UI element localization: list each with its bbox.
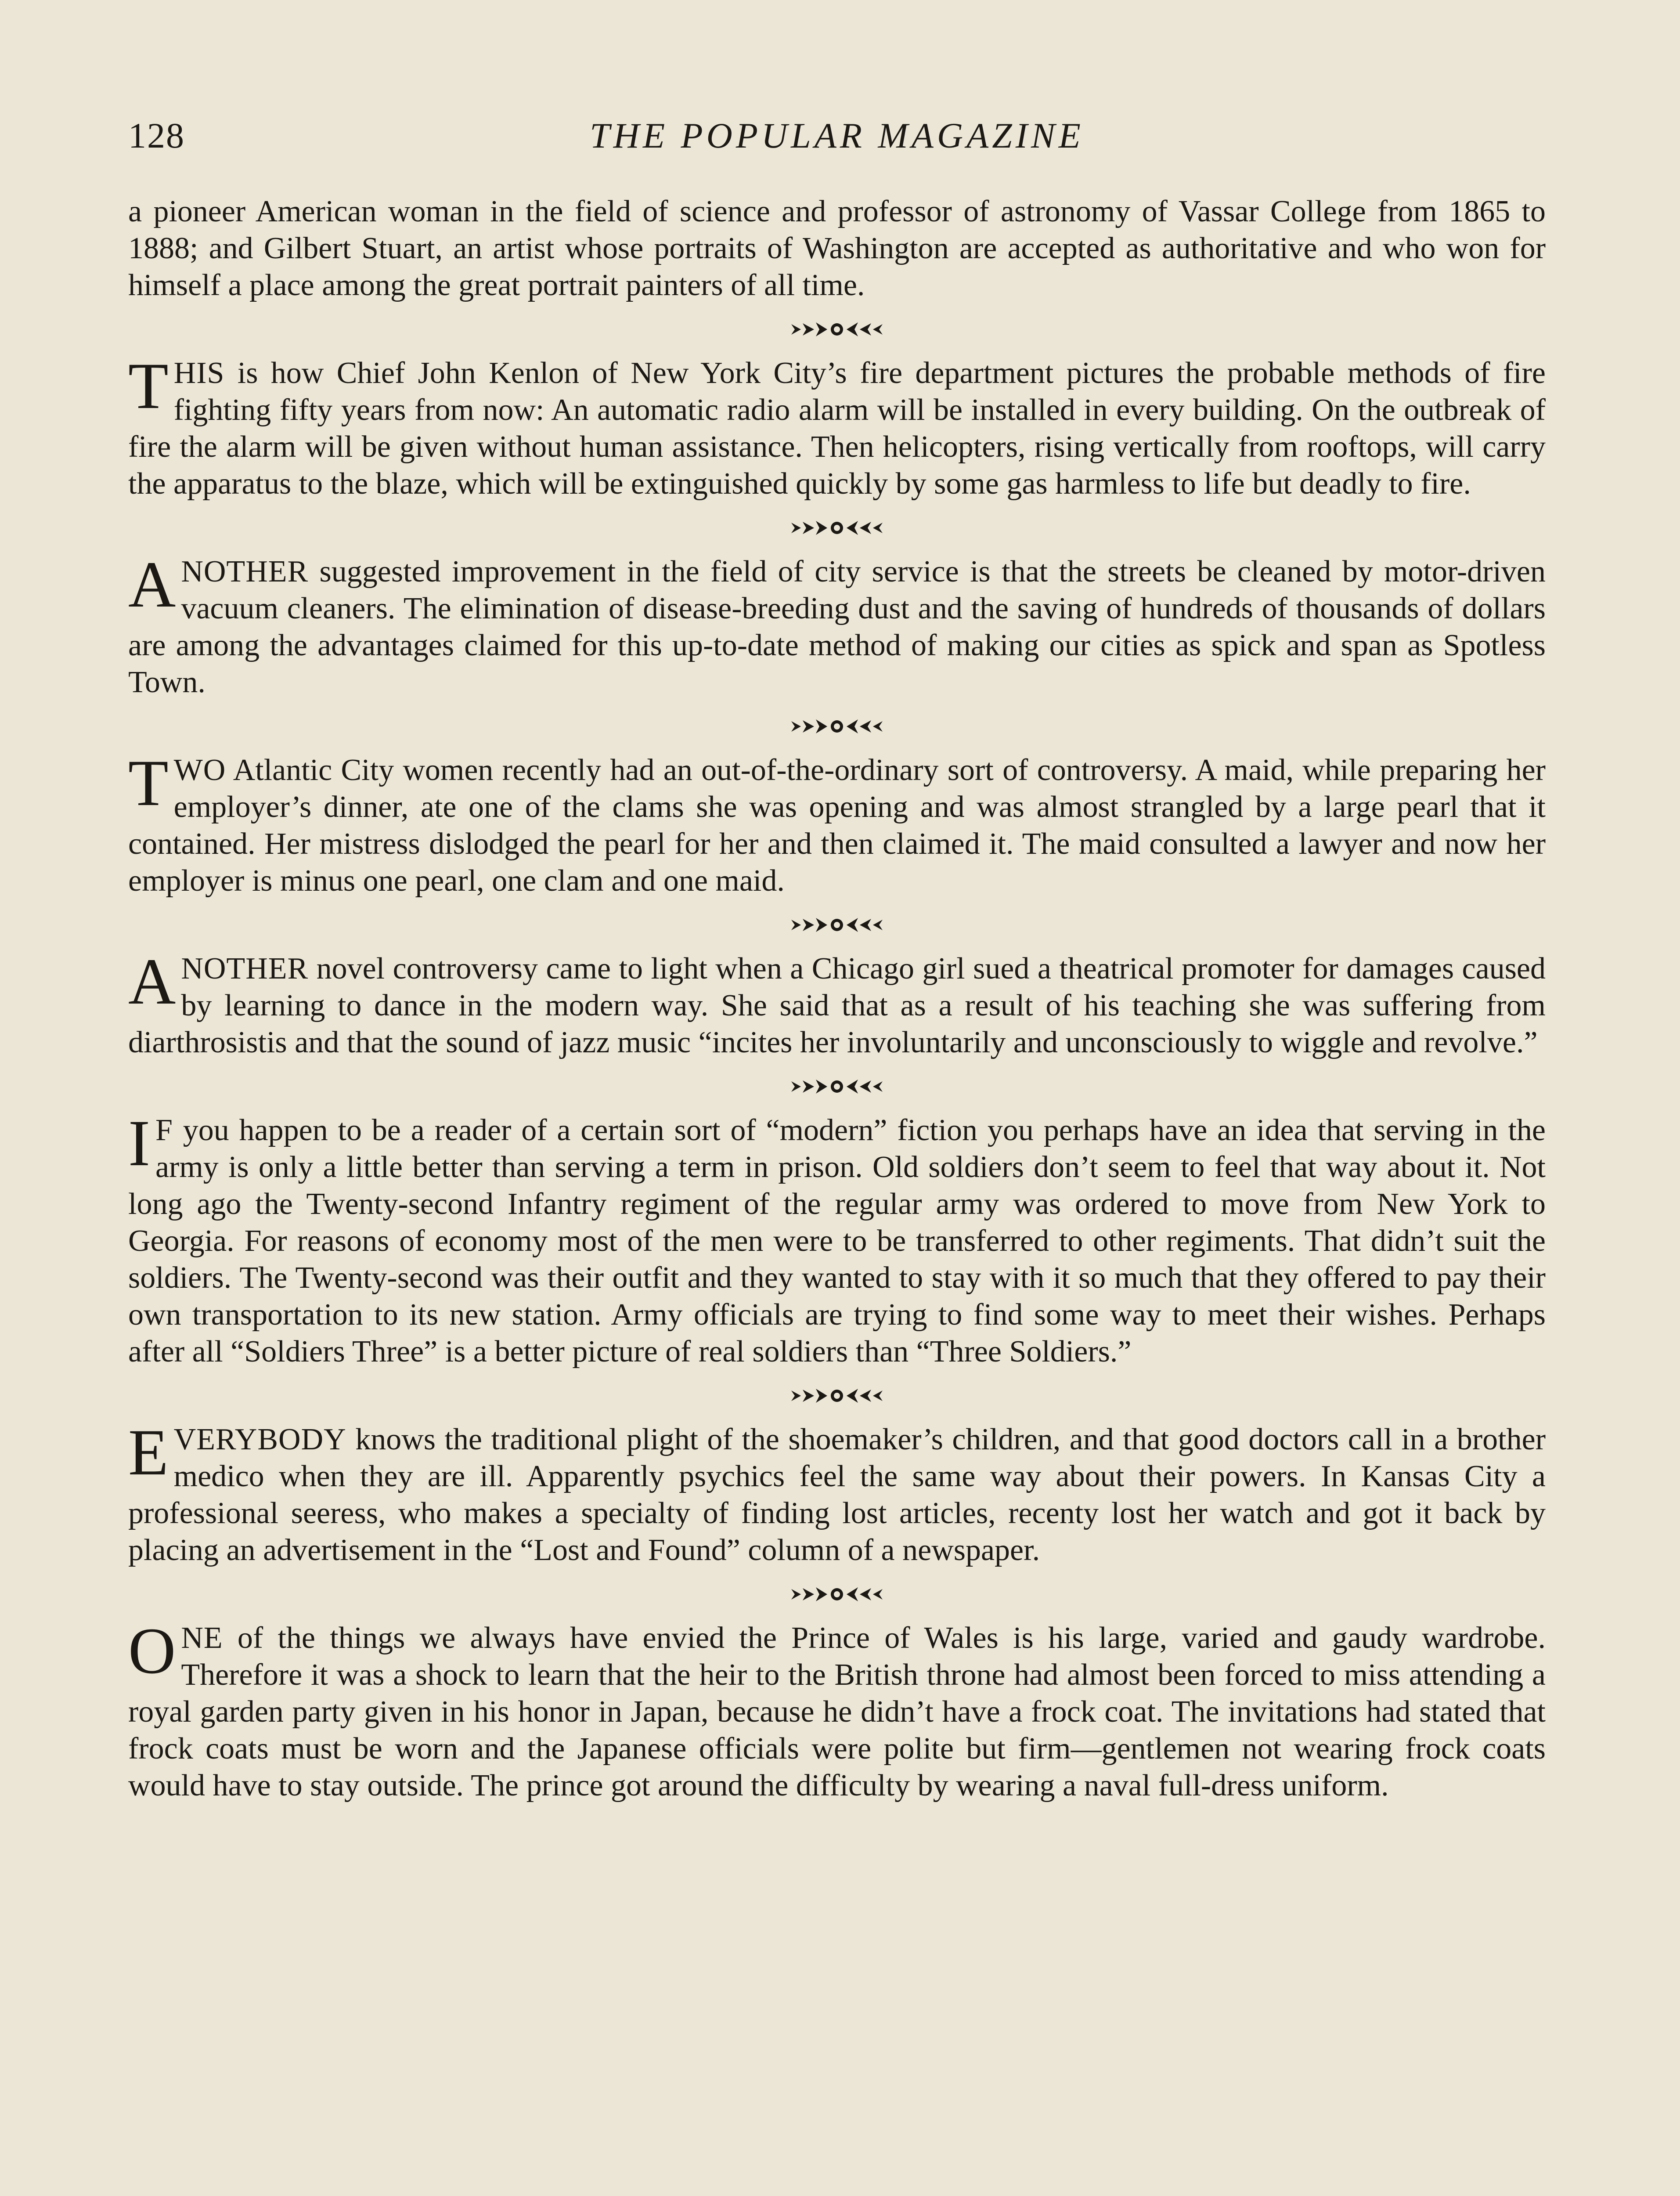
lead-word: HIS (173, 356, 225, 390)
news-item-text (128, 1107, 1546, 1370)
section-divider-ornament-icon (128, 899, 1546, 950)
news-item (128, 747, 1546, 899)
section-divider-ornament-icon (128, 304, 1546, 355)
lead-word: NE (181, 1621, 223, 1655)
drop-cap: I (128, 1107, 150, 1180)
continued-paragraph (128, 193, 1546, 304)
drop-cap: E (128, 1416, 169, 1489)
item-body: knows the traditional plight of the shoemaker’s children, and that good doctors call in a brother medico when they are ill. Apparently psychics feel the same way about their powers. In Kansas City a professional seeress, who makes a specialty of finding lost articles, recenty lost her watch and got it back by placing an advertisement in the “Lost and Found” column of a newspaper. (128, 1423, 1546, 1567)
drop-cap: A (128, 945, 176, 1018)
section-divider-ornament-icon (128, 1569, 1546, 1620)
article-body (128, 193, 1546, 1804)
lead-word: NOTHER (181, 555, 309, 589)
item-body: of the things we always have envied the Prince of Wales is his large, varied and gaudy wardrobe. Therefore it was a shock to learn that the heir to the British throne had almost been forced to miss attending a royal garden party given in his honor in Japan, because he didn’t have a frock coat. The invitations had stated that frock coats must be worn and the Japanese officials were polite but firm—gentlemen not wearing frock coats would have to stay outside. The prince got around the difficulty by wearing a naval full-dress uniform. (128, 1621, 1546, 1802)
section-divider-ornament-icon (128, 1370, 1546, 1421)
item-body: you happen to be a reader of a certain sort of “modern” fiction you perhaps have an idea that serving in the army is only a little better than serving a term in prison. Old soldiers don’t seem to feel that way about it. Not long ago the Twenty-second Infantry regiment of the regular army was ordered to move from New York to Georgia. For reasons of economy most of the men were to be transferred to other regiments. That didn’t suit the soldiers. The Twenty-second was their outfit and they wanted to stay with it so much that they offered to pay their own transportation to its new station. Army officials are trying to find some way to meet their wishes. Perhaps after all “Soldiers Three” is a better picture of real soldiers than “Three Soldiers.” (128, 1113, 1546, 1369)
section-divider-ornament-icon (128, 701, 1546, 752)
section-divider-ornament-icon (128, 502, 1546, 553)
drop-cap: T (128, 747, 169, 820)
drop-cap: A (128, 548, 176, 621)
news-item (128, 1614, 1546, 1804)
news-item-text (128, 350, 1546, 502)
item-body: suggested improvement in the field of city service is that the streets be cleaned by motor-driven vacuum cleaners. The elimination of disease-breeding dust and the saving of hundreds of thousands of dollars are among the advantages claimed for this up-to-date method of making our cities as spick and span as Spotless Town. (128, 555, 1546, 699)
drop-cap: O (128, 1614, 176, 1687)
news-item (128, 1416, 1546, 1569)
news-item-text (128, 945, 1546, 1061)
item-body: is how Chief John Kenlon of New York City’s fire department pictures the probable methods of fire fighting fifty years from now: An automatic radio alarm will be installed in every building. On the outbreak of fire the alarm will be given without human assistance. Then helicopters, rising vertically from rooftops, will carry the apparatus to the blaze, which will be extinguished quickly by some gas harmless to life but deadly to fire. (128, 356, 1546, 501)
section-divider-ornament-icon (128, 1061, 1546, 1112)
news-item-text (128, 1614, 1546, 1804)
news-item-text (128, 1416, 1546, 1569)
page-number: 128 (128, 116, 185, 155)
news-item (128, 945, 1546, 1061)
lead-word: NOTHER (181, 952, 309, 986)
item-body: novel controversy came to light when a Chicago girl sued a theatrical promoter for damages caused by learning to dance in the modern way. She said that as a result of his teaching she was suffering from diarthrosistis and that the sound of jazz music “incites her involuntarily and unconsciously to wiggle and revolve.” (128, 952, 1546, 1059)
lead-word: F (155, 1113, 173, 1147)
continuation-text: a pioneer American woman in the field of science and professor of astronomy of Vassar College from 1865 to 1888; and Gilbert Stuart, an artist whose portraits of Washington are accepted as authoritative and who won for himself a place among the great portrait painters of all time. (128, 195, 1546, 302)
lead-word: VERYBODY (173, 1423, 346, 1456)
page-header (128, 115, 1546, 163)
drop-cap: T (128, 350, 169, 423)
news-item (128, 548, 1546, 701)
news-item-text (128, 548, 1546, 701)
news-item (128, 1107, 1546, 1370)
running-title: THE POPULAR MAGAZINE (590, 116, 1084, 155)
lead-word: WO (173, 753, 226, 787)
news-item (128, 350, 1546, 502)
news-item-text (128, 747, 1546, 899)
item-body: Atlantic City women recently had an out-of-the-ordinary sort of controversy. A maid, while preparing her employer’s dinner, ate one of the clams she was opening and was almost strangled by a large pearl that it contained. Her mistress dislodged the pearl for her and then claimed it. The maid consulted a lawyer and now her employer is minus one pearl, one clam and one maid. (128, 753, 1546, 898)
